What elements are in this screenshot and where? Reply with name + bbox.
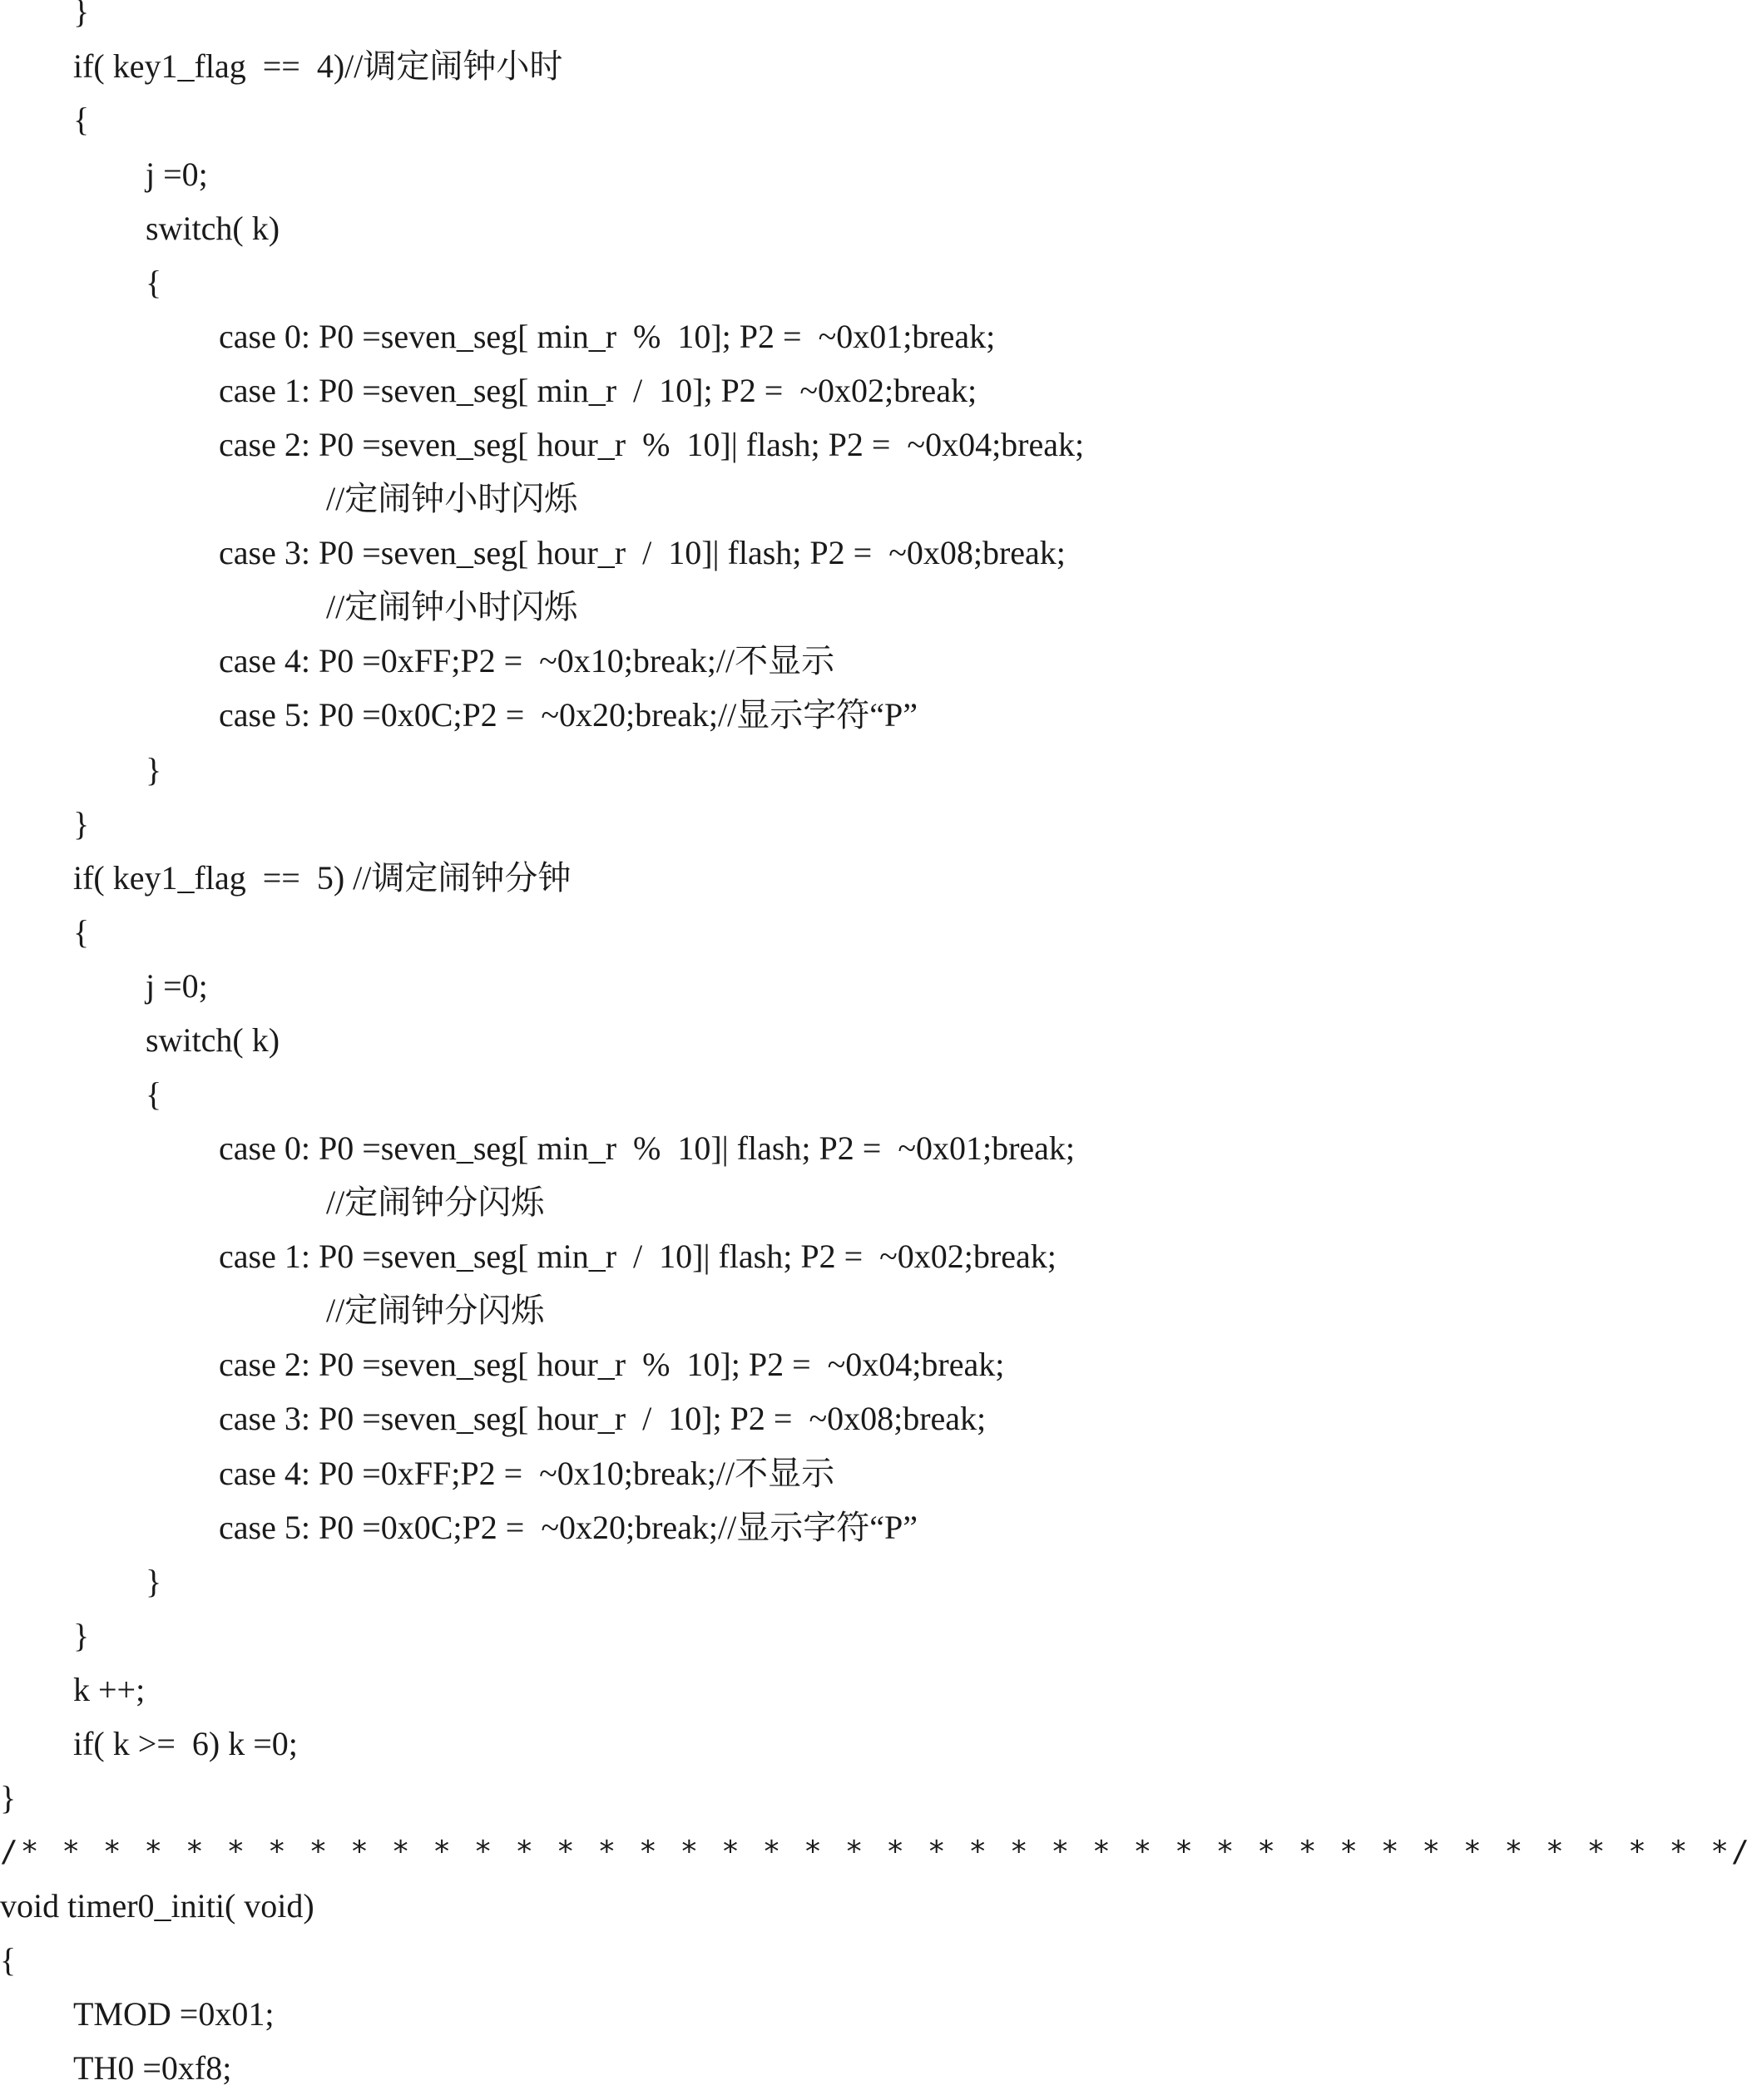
code-line-28: case 4: P0 =0xFF;P2 = ~0x10;break;//不显示 (219, 1455, 835, 1492)
code-line-34: } (0, 1779, 17, 1816)
code-line-11: case 3: P0 =seven_seg[ hour_r / 10]| flash; P2 = ~0x08;break; (219, 534, 1066, 571)
code-line-39: TH0 =0xf8; (73, 2049, 232, 2087)
code-line-9: case 2: P0 =seven_seg[ hour_r % 10]| flash; P2 = ~0x04;break; (219, 426, 1085, 463)
code-line-3: { (73, 101, 90, 138)
code-line-15: } (146, 751, 162, 788)
code-line-5: switch( k) (146, 210, 280, 247)
code-line-18: { (73, 913, 90, 951)
code-line-2: if( key1_flag == 4)//调定闹钟小时 (73, 47, 563, 85)
code-line-6: { (146, 264, 162, 301)
code-line-24: case 1: P0 =seven_seg[ min_r / 10]| flash; P2 = ~0x02;break; (219, 1238, 1057, 1275)
code-line-27: case 3: P0 =seven_seg[ hour_r / 10]; P2 = ~0x08;break; (219, 1400, 987, 1437)
code-line-16: } (73, 805, 90, 842)
code-line-14: case 5: P0 =0x0C;P2 = ~0x20;break;//显示字符“P” (219, 696, 918, 734)
code-line-7: case 0: P0 =seven_seg[ min_r % 10]; P2 = ~0x01;break; (219, 318, 996, 355)
code-line-36: void timer0_initi( void) (0, 1887, 314, 1925)
code-line-21: { (146, 1075, 162, 1113)
code-line-37: { (0, 1941, 17, 1979)
code-line-29: case 5: P0 =0x0C;P2 = ~0x20;break;//显示字符“P” (219, 1509, 918, 1546)
code-line-32: k ++; (73, 1671, 146, 1708)
code-line-13: case 4: P0 =0xFF;P2 = ~0x10;break;//不显示 (219, 642, 835, 679)
code-line-38: TMOD =0x01; (73, 1995, 275, 2033)
code-line-20: switch( k) (146, 1021, 280, 1059)
code-line-22: case 0: P0 =seven_seg[ min_r % 10]| flash; P2 = ~0x01;break; (219, 1129, 1076, 1167)
code-line-12: //定闹钟小时闪烁 (326, 588, 578, 625)
code-line-31: } (73, 1617, 90, 1654)
code-line-10: //定闹钟小时闪烁 (326, 480, 578, 517)
comment-separator: /* * * * * * * * * * * * * * * * * * * * * * * * * * * * * * * * * * * * * * * * * */ (0, 1835, 1752, 1869)
code-line-23: //定闹钟分闪烁 (326, 1183, 545, 1221)
code-line-33: if( k >= 6) k =0; (73, 1725, 298, 1762)
code-line-4: j =0; (146, 156, 208, 193)
code-line-30: } (146, 1563, 162, 1600)
code-line-26: case 2: P0 =seven_seg[ hour_r % 10]; P2 = ~0x04;break; (219, 1346, 1005, 1383)
code-line-17: if( key1_flag == 5) //调定闹钟分钟 (73, 859, 572, 897)
code-line-19: j =0; (146, 967, 208, 1005)
code-line-25: //定闹钟分闪烁 (326, 1292, 545, 1329)
code-line-8: case 1: P0 =seven_seg[ min_r / 10]; P2 = ~0x02;break; (219, 372, 977, 409)
code-line-1: } (73, 0, 90, 30)
